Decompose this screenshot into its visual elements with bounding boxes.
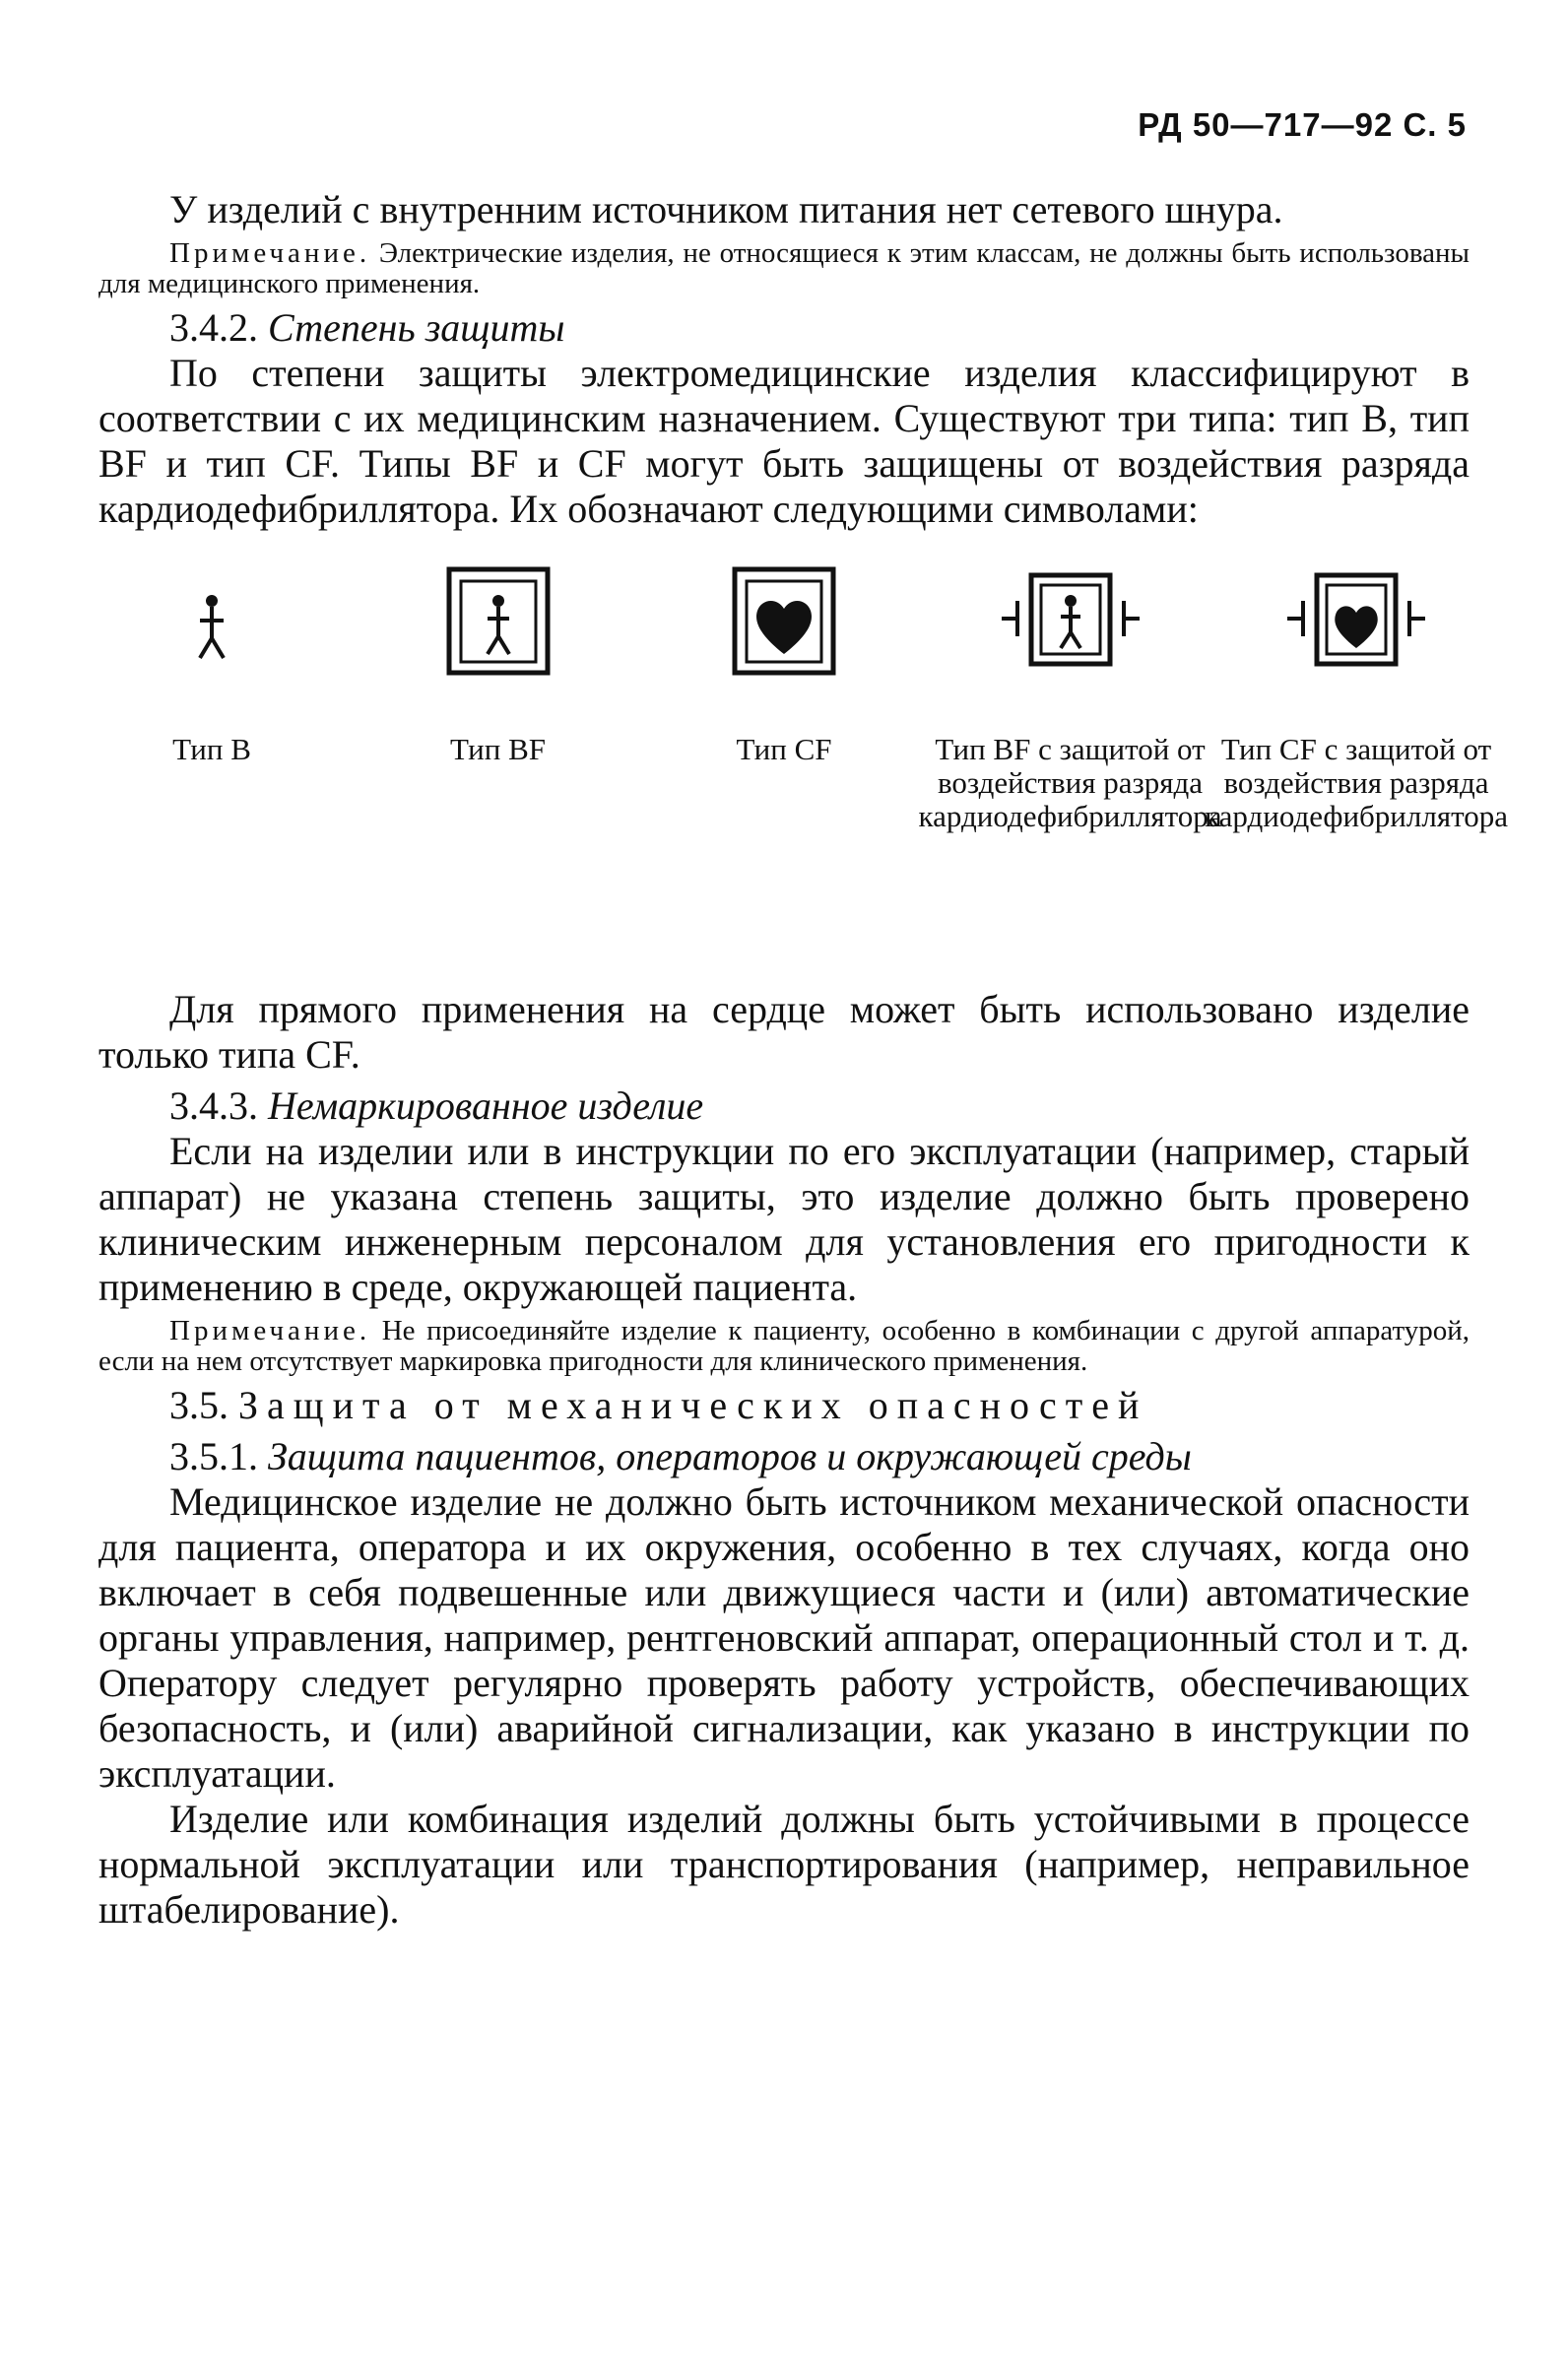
note-label: Примечание.: [169, 1315, 371, 1346]
person-in-box-icon: [444, 557, 553, 686]
symbol-caption: Тип BF: [449, 732, 546, 766]
section-title: Немаркированное изделие: [268, 1083, 704, 1128]
heart-in-box-icon: [730, 557, 838, 686]
symbol-caption: Тип B: [172, 732, 251, 766]
symbol-caption: Тип BF с защитой от воздействия разряда кардиодефибриллятора: [918, 732, 1222, 833]
section-number: 3.5.: [169, 1383, 229, 1427]
symbol-caption: Тип CF: [736, 732, 832, 766]
paragraph-direct-heart: Для прямого применения на сердце может быть использовано изделие только типа CF.: [98, 987, 1470, 1077]
section-title: Защита от механических опасностей: [238, 1383, 1148, 1427]
section-title: Степень защиты: [268, 305, 565, 350]
document-body: [98, 187, 1508, 1933]
paragraph-stability: Изделие или комбинация изделий должны быть устойчивыми в процессе нормальной эксплуатации или транспортирования (например, неправильное штабелирование).: [98, 1797, 1470, 1932]
section-number: 3.4.2.: [169, 305, 258, 350]
section-3-5-1-heading: [98, 1434, 1470, 1479]
note-text: Не присоединяйте изделие к пациенту, особенно в комбинации с другой аппаратурой, если на нем отсутствует маркировка пригодности для клинического применения.: [98, 1315, 1470, 1377]
page-reference: РД 50—717—92 С. 5: [1138, 106, 1467, 143]
section-3-4-2-heading: [98, 305, 1470, 351]
section-3-4-3-heading: [98, 1083, 1470, 1129]
note-text: Электрические изделия, не относящиеся к этим классам, не должны быть использованы для медицинского применения.: [98, 237, 1470, 299]
symbol-type-bf-defib: [918, 557, 1222, 971]
section-number: 3.4.3.: [169, 1083, 258, 1128]
symbol-type-cf-defib: [1205, 557, 1508, 971]
note-label: Примечание.: [169, 237, 371, 269]
person-icon: [182, 557, 241, 686]
protection-symbols: [98, 557, 1508, 971]
note-2: [98, 1316, 1470, 1377]
paragraph-internal-power: У изделий с внутренним источником питания нет сетевого шнура.: [169, 187, 1283, 231]
section-3-5-heading: [98, 1383, 1470, 1428]
symbol-type-cf: [671, 557, 897, 971]
section-title: Защита пациентов, операторов и окружающей среды: [268, 1434, 1192, 1478]
symbol-type-b: [98, 557, 325, 971]
person-in-box-defib-icon: [992, 557, 1149, 686]
paragraph-unmarked-device: Если на изделии или в инструкции по его эксплуатации (например, старый аппарат) не указана степень защиты, это изделие должно быть проверено клиническим инженерным персоналом для установления его пригодности к применению в среде, окружающей пациента.: [98, 1129, 1470, 1309]
symbol-caption: Тип CF с защитой от воздействия разряда кардиодефибриллятора: [1205, 732, 1508, 833]
paragraph-mechanical-hazards: Медицинское изделие не должно быть источником механической опасности для пациента, оператора и их окружения, особенно в тех случаях, когда оно включает в себя подвешенные или движущиеся части и (или) автоматические органы управления, например, рентгеновский аппарат, операционный стол и т. д. Оператору следует регулярно проверять работу устройств, обеспечивающих безопасность, и (или) аварийной сигнализации, как указано в инструкции по эксплуатации.: [98, 1479, 1470, 1796]
heart-in-box-defib-icon: [1277, 557, 1435, 686]
paragraph-protection-degree: По степени защиты электромедицинские изделия классифицируют в соответствии с их медицинским назначением. Существуют три типа: тип B, тип BF и тип CF. Типы BF и CF могут быть защищены от воздействия разряда кардиодефибриллятора. Их обозначают следующими символами:: [98, 351, 1470, 531]
section-number: 3.5.1.: [169, 1434, 258, 1478]
note-1: [98, 238, 1470, 299]
symbol-type-bf: [385, 557, 612, 971]
